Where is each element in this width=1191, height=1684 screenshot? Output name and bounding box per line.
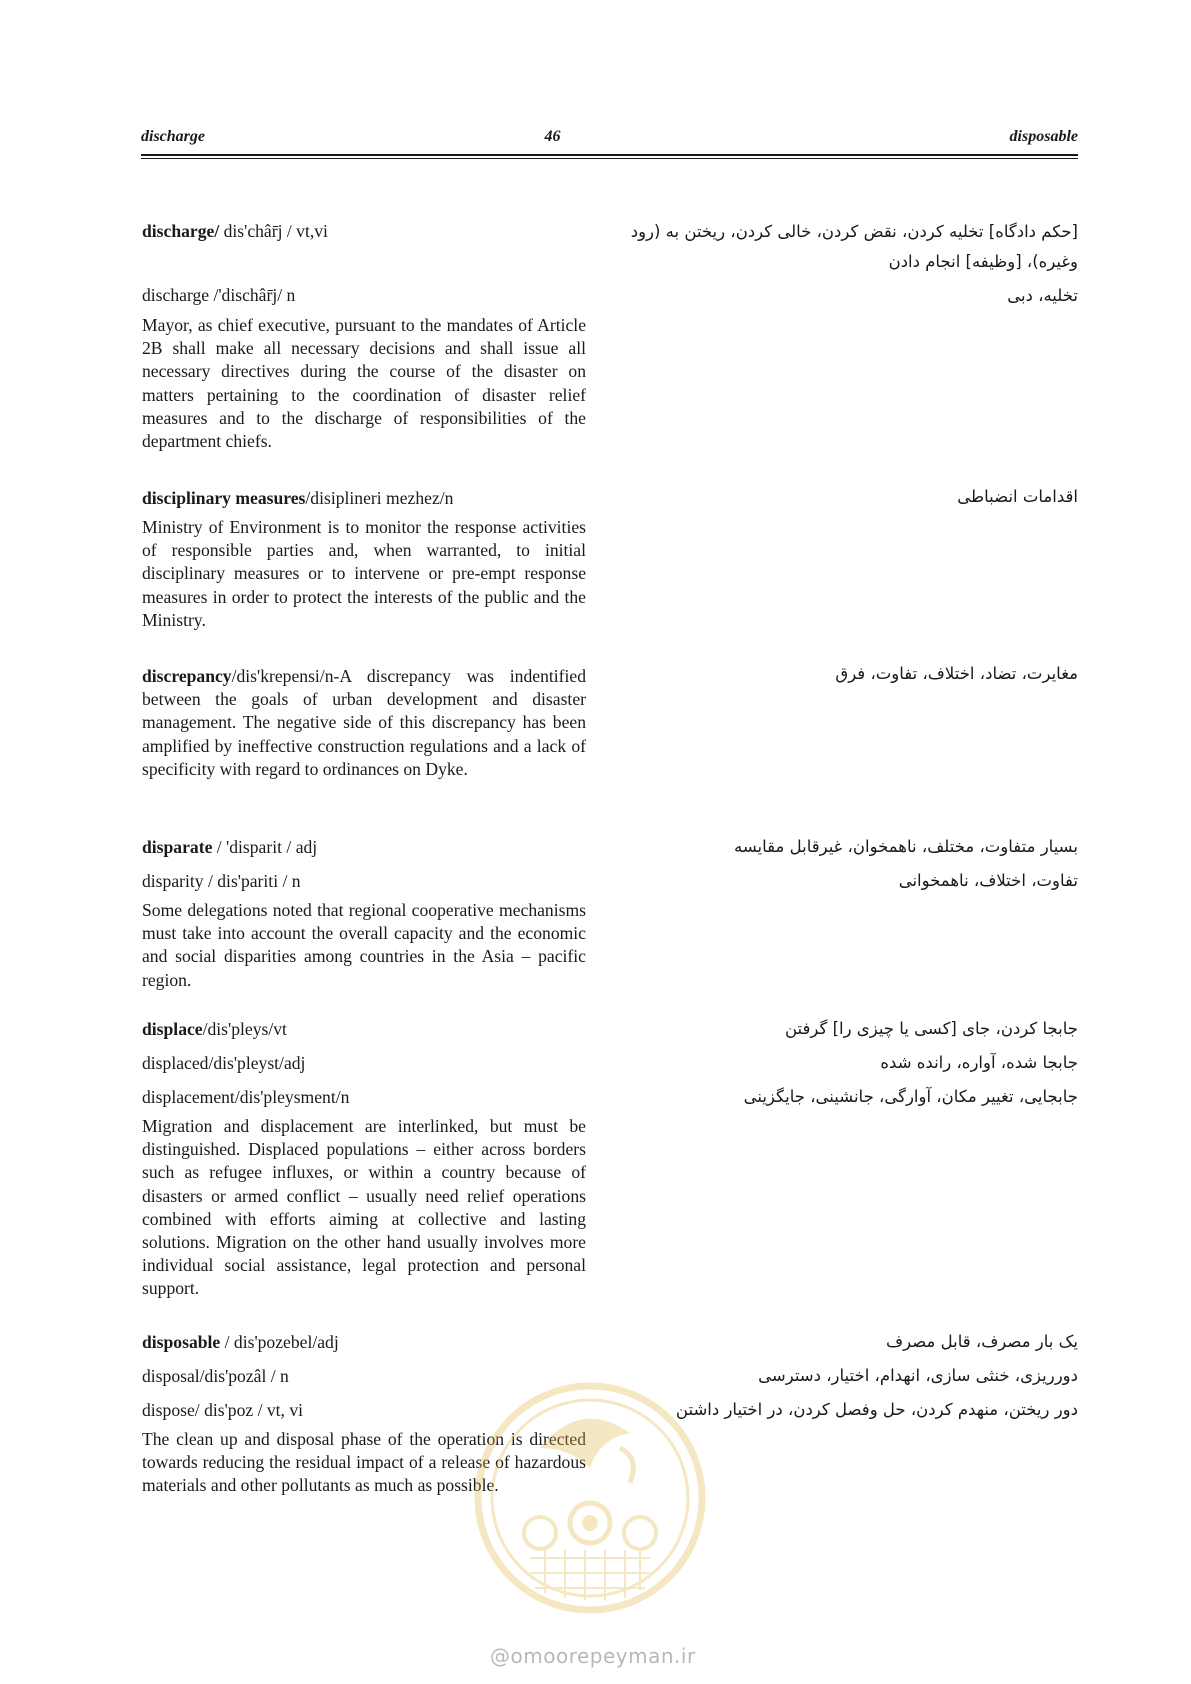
entry-headword-discharge [142, 220, 586, 243]
entry-discrepancy [142, 665, 586, 781]
headword-pronunciation: /dis'pleys/vt [202, 1019, 287, 1039]
watermark-url: @omoorepeyman.ir [490, 1644, 696, 1668]
fa-def-disposable: یک بار مصرف، قابل مصرف [886, 1332, 1078, 1351]
entry-sub-displacement: displacement/dis'pleysment/n [142, 1087, 350, 1107]
entry-headword-disciplinary-measures [142, 487, 586, 510]
headword-pronunciation: / dis'pozebel/adj [220, 1332, 339, 1352]
fa-def-disparity: تفاوت، اختلاف، ناهمخوانی [898, 871, 1078, 890]
header-rule-thin [141, 158, 1078, 159]
headword-term: displace [142, 1019, 203, 1039]
entry-example-disparate: Some delegations noted that regional cooperative mechanisms must take into account the overall capacity and the economic and social disparities among countries in the Asia – pacific region. [142, 900, 586, 990]
headword-term: discrepancy [142, 666, 232, 686]
entry-sub-disparity: disparity / dis'pariti / n [142, 871, 301, 891]
entry-headword-disparate [142, 836, 586, 859]
headword-pronunciation-and-example: /dis'krepensi/n-A discrepancy was indentified between the goals of urban development and disaster management. The negative side of this discrepancy has been amplified by ineffective construction regulations and a lack of specificity with regard to ordinances on Dyke. [142, 666, 586, 779]
fa-def-displaced: جابجا شده، آواره، رانده شده [880, 1053, 1078, 1072]
entry-headword-displace [142, 1018, 586, 1041]
page-header [141, 128, 1078, 154]
headword-term: discharge/ [142, 221, 220, 241]
headword-pronunciation: /disiplineri mezhez/n [305, 488, 454, 508]
fa-def-disparate: بسیار متفاوت، مختلف، ناهمخوان، غیرقابل مقایسه [733, 837, 1078, 856]
fa-def-disciplinary: اقدامات انضباطی [957, 487, 1078, 506]
entry-sub-dispose: dispose/ dis'poz / vt, vi [142, 1400, 304, 1420]
entry-sub-displaced: displaced/dis'pleyst/adj [142, 1053, 306, 1073]
fa-def-dispose: دور ریختن، منهدم کردن، حل وفصل کردن، در اختیار داشتن [675, 1400, 1078, 1419]
fa-def-displace: جابجا کردن، جای [کسی یا چیزی را] گرفتن [784, 1019, 1078, 1038]
entry-example-disposable: The clean up and disposal phase of the operation is directed towards reducing the residual impact of a release of hazardous materials and other pollutants as much as possible. [142, 1429, 586, 1496]
page-number: 46 [544, 128, 561, 145]
headword-pronunciation: / 'disparit / adj [212, 837, 318, 857]
fa-def-disposal: دورریزی، خنثی سازی، انهدام، اختیار، دسترسی [758, 1366, 1078, 1385]
header-left-term: discharge [141, 128, 205, 145]
watermark-seal-logo [470, 1378, 710, 1618]
entry-sub-disposal: disposal/dis'pozâl / n [142, 1366, 289, 1386]
fa-def-discharge-noun: تخلیه، دبی [1007, 286, 1078, 305]
entry-example-disciplinary: Ministry of Environment is to monitor the response activities of responsible parties and, when warranted, to initial disciplinary measures or to intervene or pre-empt response measures in order to protect the interests of the public and the Ministry. [142, 517, 586, 630]
entry-example-discharge: Mayor, as chief executive, pursuant to the mandates of Article 2B shall make all necessary decisions and shall issue all necessary directives during the course of the disaster on matters pertaining to the coordination of disaster relief measures and to the discharge of responsibilities of the department chiefs. [142, 315, 586, 452]
headword-pronunciation: dis'châr̄j / vt,vi [219, 221, 328, 241]
entry-example-displace: Migration and displacement are interlinked, but must be distinguished. Displaced populations – either across borders such as refugee influxes, or within a country because of disasters or armed conflict – usually need relief operations combined with efforts aiming at collective and lasting solutions. Migration on the other hand usually involves more individual social assistance, legal protection and personal support. [142, 1116, 586, 1299]
header-rule-thick [141, 154, 1078, 156]
entry-headword-disposable [142, 1331, 586, 1354]
fa-def-discharge-verb: [حکم دادگاه] تخلیه کردن، نقض کردن، خالی کردن، ریختن به (رود وغیره)، [وظیفه] انجام دادن [630, 222, 1078, 271]
headword-term: disposable [142, 1332, 221, 1352]
fa-def-displacement: جابجایی، تغییر مکان، آوارگی، جانشینی، جایگزینی [743, 1087, 1078, 1106]
header-right-term: disposable [1009, 128, 1078, 145]
headword-term: disciplinary measures [142, 488, 306, 508]
entry-sub-discharge-noun: discharge /'dischâr̄j/ n [142, 285, 296, 305]
headword-term: disparate [142, 837, 213, 857]
fa-def-discrepancy: مغایرت، تضاد، اختلاف، تفاوت، فرق [835, 664, 1078, 683]
